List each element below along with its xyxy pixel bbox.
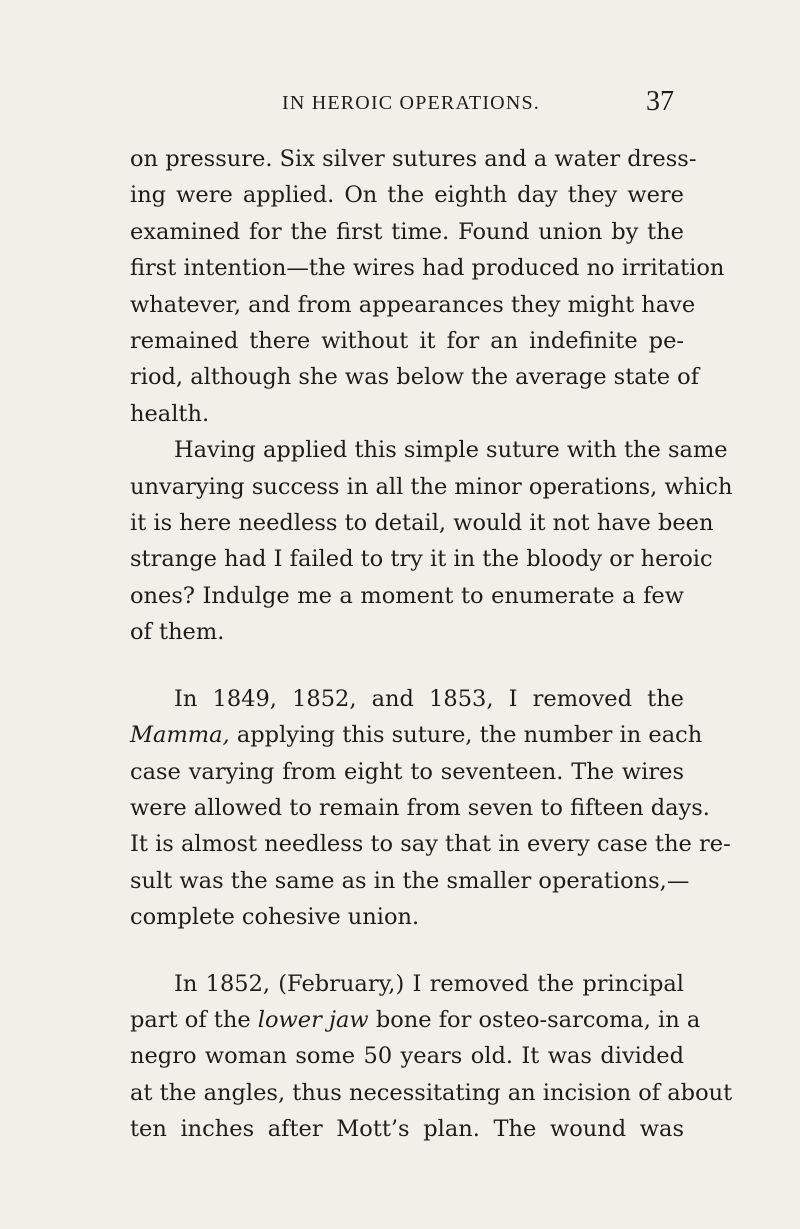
text-line: whatever, and from appearances they might have	[130, 291, 696, 318]
text-line: on pressure. Six silver sutures and a water dress-	[130, 146, 697, 172]
text-line: ing were applied. On the eighth day they were	[130, 182, 684, 209]
running-title: IN HEROIC OPERATIONS.	[282, 92, 540, 114]
text-line	[130, 1002, 701, 1038]
text-line: were allowed to remain from seven to fifteen days.	[130, 794, 710, 821]
text-line: ones? Indulge me a moment to enumerate a few	[130, 582, 684, 609]
paragraph-3	[130, 681, 731, 936]
text-line: remained there without it for an indefinite pe-	[130, 328, 684, 355]
text-line: negro woman some 50 years old. It was divided	[130, 1043, 684, 1070]
text-fragment: applying this suture, the number in each	[229, 722, 703, 749]
text-line: health.	[130, 400, 210, 427]
text-line: it is here needless to detail, would it not have been	[130, 510, 714, 537]
text-line: strange had I failed to try it in the bloody or heroic	[130, 546, 713, 573]
paragraph-1	[130, 141, 725, 432]
text-line: at the angles, thus necessitating an incision of about	[130, 1079, 733, 1106]
text-line: In 1852, (February,) I removed the principal	[174, 970, 684, 997]
text-line: sult was the same as in the smaller operations,—	[130, 867, 690, 894]
text-line: ten inches after Mott’s plan. The wound was	[130, 1116, 684, 1143]
text-line: examined for the first time. Found union by the	[130, 218, 684, 245]
text-line	[130, 717, 703, 753]
text-line: In 1849, 1852, and 1853, I removed the	[174, 685, 684, 712]
paragraph-2	[130, 432, 733, 650]
body-text	[130, 141, 733, 1148]
text-fragment: bone for osteo-sarcoma, in a	[368, 1006, 701, 1033]
italic-term-mamma: Mamma,	[130, 722, 230, 749]
text-line: first intention—the wires had produced no irritation	[130, 255, 725, 282]
text-fragment: part of the	[130, 1006, 258, 1033]
text-line: It is almost needless to say that in every case the re-	[130, 831, 731, 858]
text-line: case varying from eight to seventeen. The wires	[130, 758, 684, 785]
paragraph-gap	[130, 936, 684, 966]
text-line: riod, although she was below the average state of	[130, 364, 700, 391]
paragraph-gap	[130, 651, 684, 681]
text-line: of them.	[130, 619, 225, 646]
text-line: complete cohesive union.	[130, 904, 420, 931]
text-line: unvarying success in all the minor operations, which	[130, 473, 733, 500]
text-line: Having applied this simple suture with the same	[174, 437, 728, 464]
italic-term-lower-jaw: lower jaw	[257, 1006, 369, 1033]
page-number: 37	[646, 86, 674, 117]
page-header	[0, 86, 800, 122]
paragraph-4	[130, 966, 733, 1148]
